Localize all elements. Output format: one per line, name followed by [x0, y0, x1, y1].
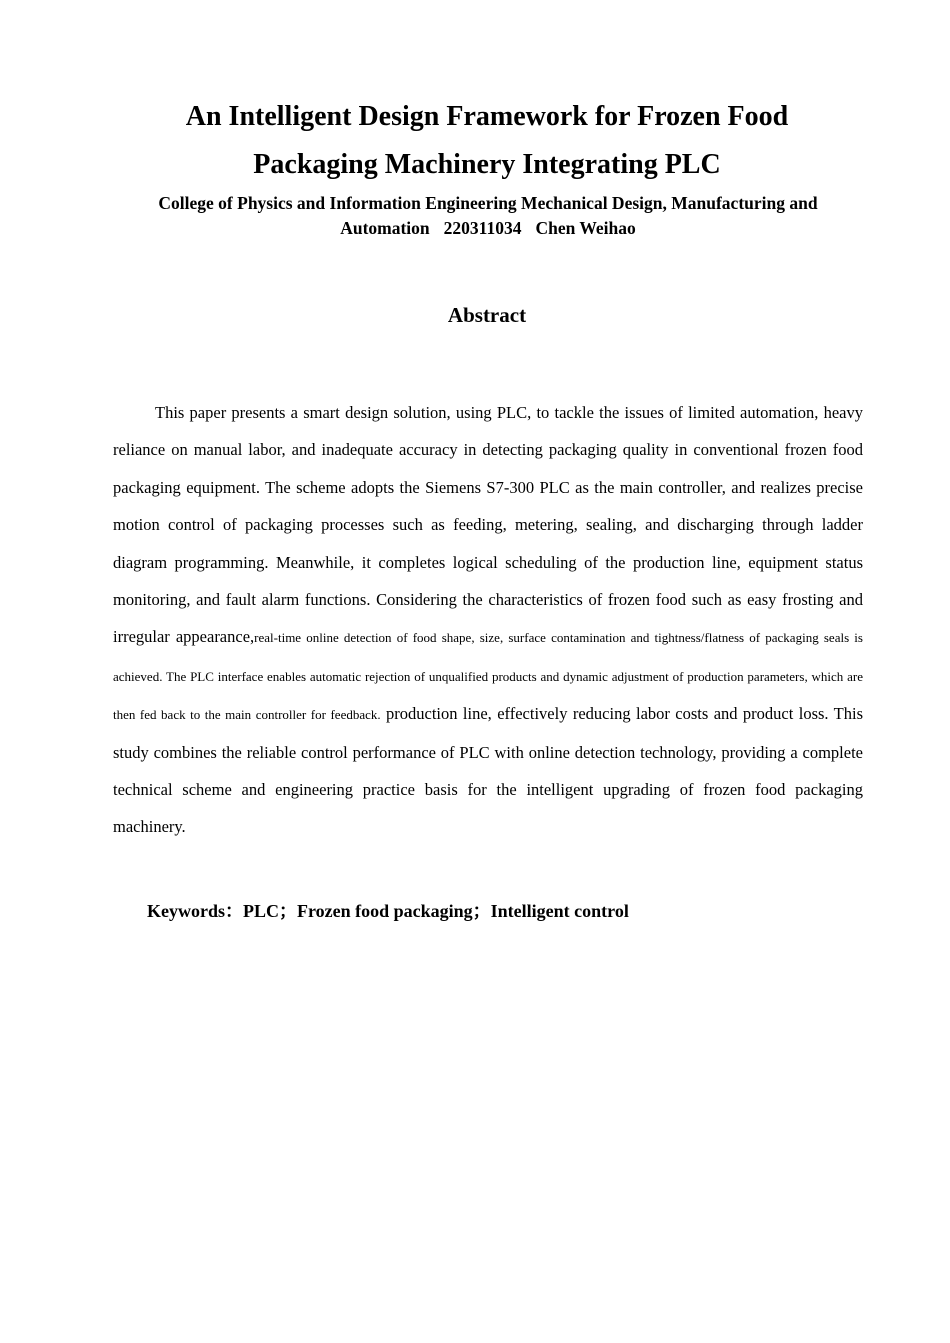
abstract-text-part-3: production line, effectively reducing labor costs and product loss. This study combines the reliable control performance of PLC with online detection technology, providing a complete technical scheme and engineering practice basis for the intelligent upgrading of frozen food packaging machinery.: [113, 704, 863, 837]
abstract-heading: Abstract: [447, 303, 527, 327]
abstract-text-part-1: This paper presents a smart design solution, using PLC, to tackle the issues of limited automation, heavy reliance on manual labor, and inadequate accuracy in detecting packaging quality in conventional frozen food packaging equipment. The scheme adopts the Siemens S7-300 PLC as the main controller, and realizes precise motion control of packaging processes such as feeding, metering, sealing, and discharging through ladder diagram programming. Meanwhile, it completes logical scheduling of the production line, equipment status monitoring, and fault alarm functions. Considering the characteristics of frozen food such as easy frosting and irregular appearance,: [113, 403, 863, 647]
keywords-line: Keywords：PLC；Frozen food packaging；Intelligent control: [147, 901, 629, 921]
abstract-text-part-2: real-time online detection of food shape, size, surface contamination and tightness/flatness of packaging seals is achieved. The PLC interface enables automatic rejection of unqualified products and dynamic adjustment of production parameters, which are then fed back to the main controller for feedback.: [113, 630, 863, 723]
paper-title-line-1: An Intelligent Design Framework for Frozen Food: [185, 101, 789, 132]
affiliation-line-1: College of Physics and Information Engineering Mechanical Design, Manufacturing and: [158, 193, 818, 213]
author-name: Chen Weihao: [535, 218, 636, 238]
author-affiliation: [115, 191, 861, 241]
paper-title-line-2: Packaging Machinery Integrating PLC: [253, 149, 721, 180]
abstract-body: [113, 394, 863, 846]
student-id: 220311034: [443, 218, 522, 238]
abstract-paragraph: [113, 394, 863, 846]
affiliation-line-2: Automation: [340, 218, 430, 238]
